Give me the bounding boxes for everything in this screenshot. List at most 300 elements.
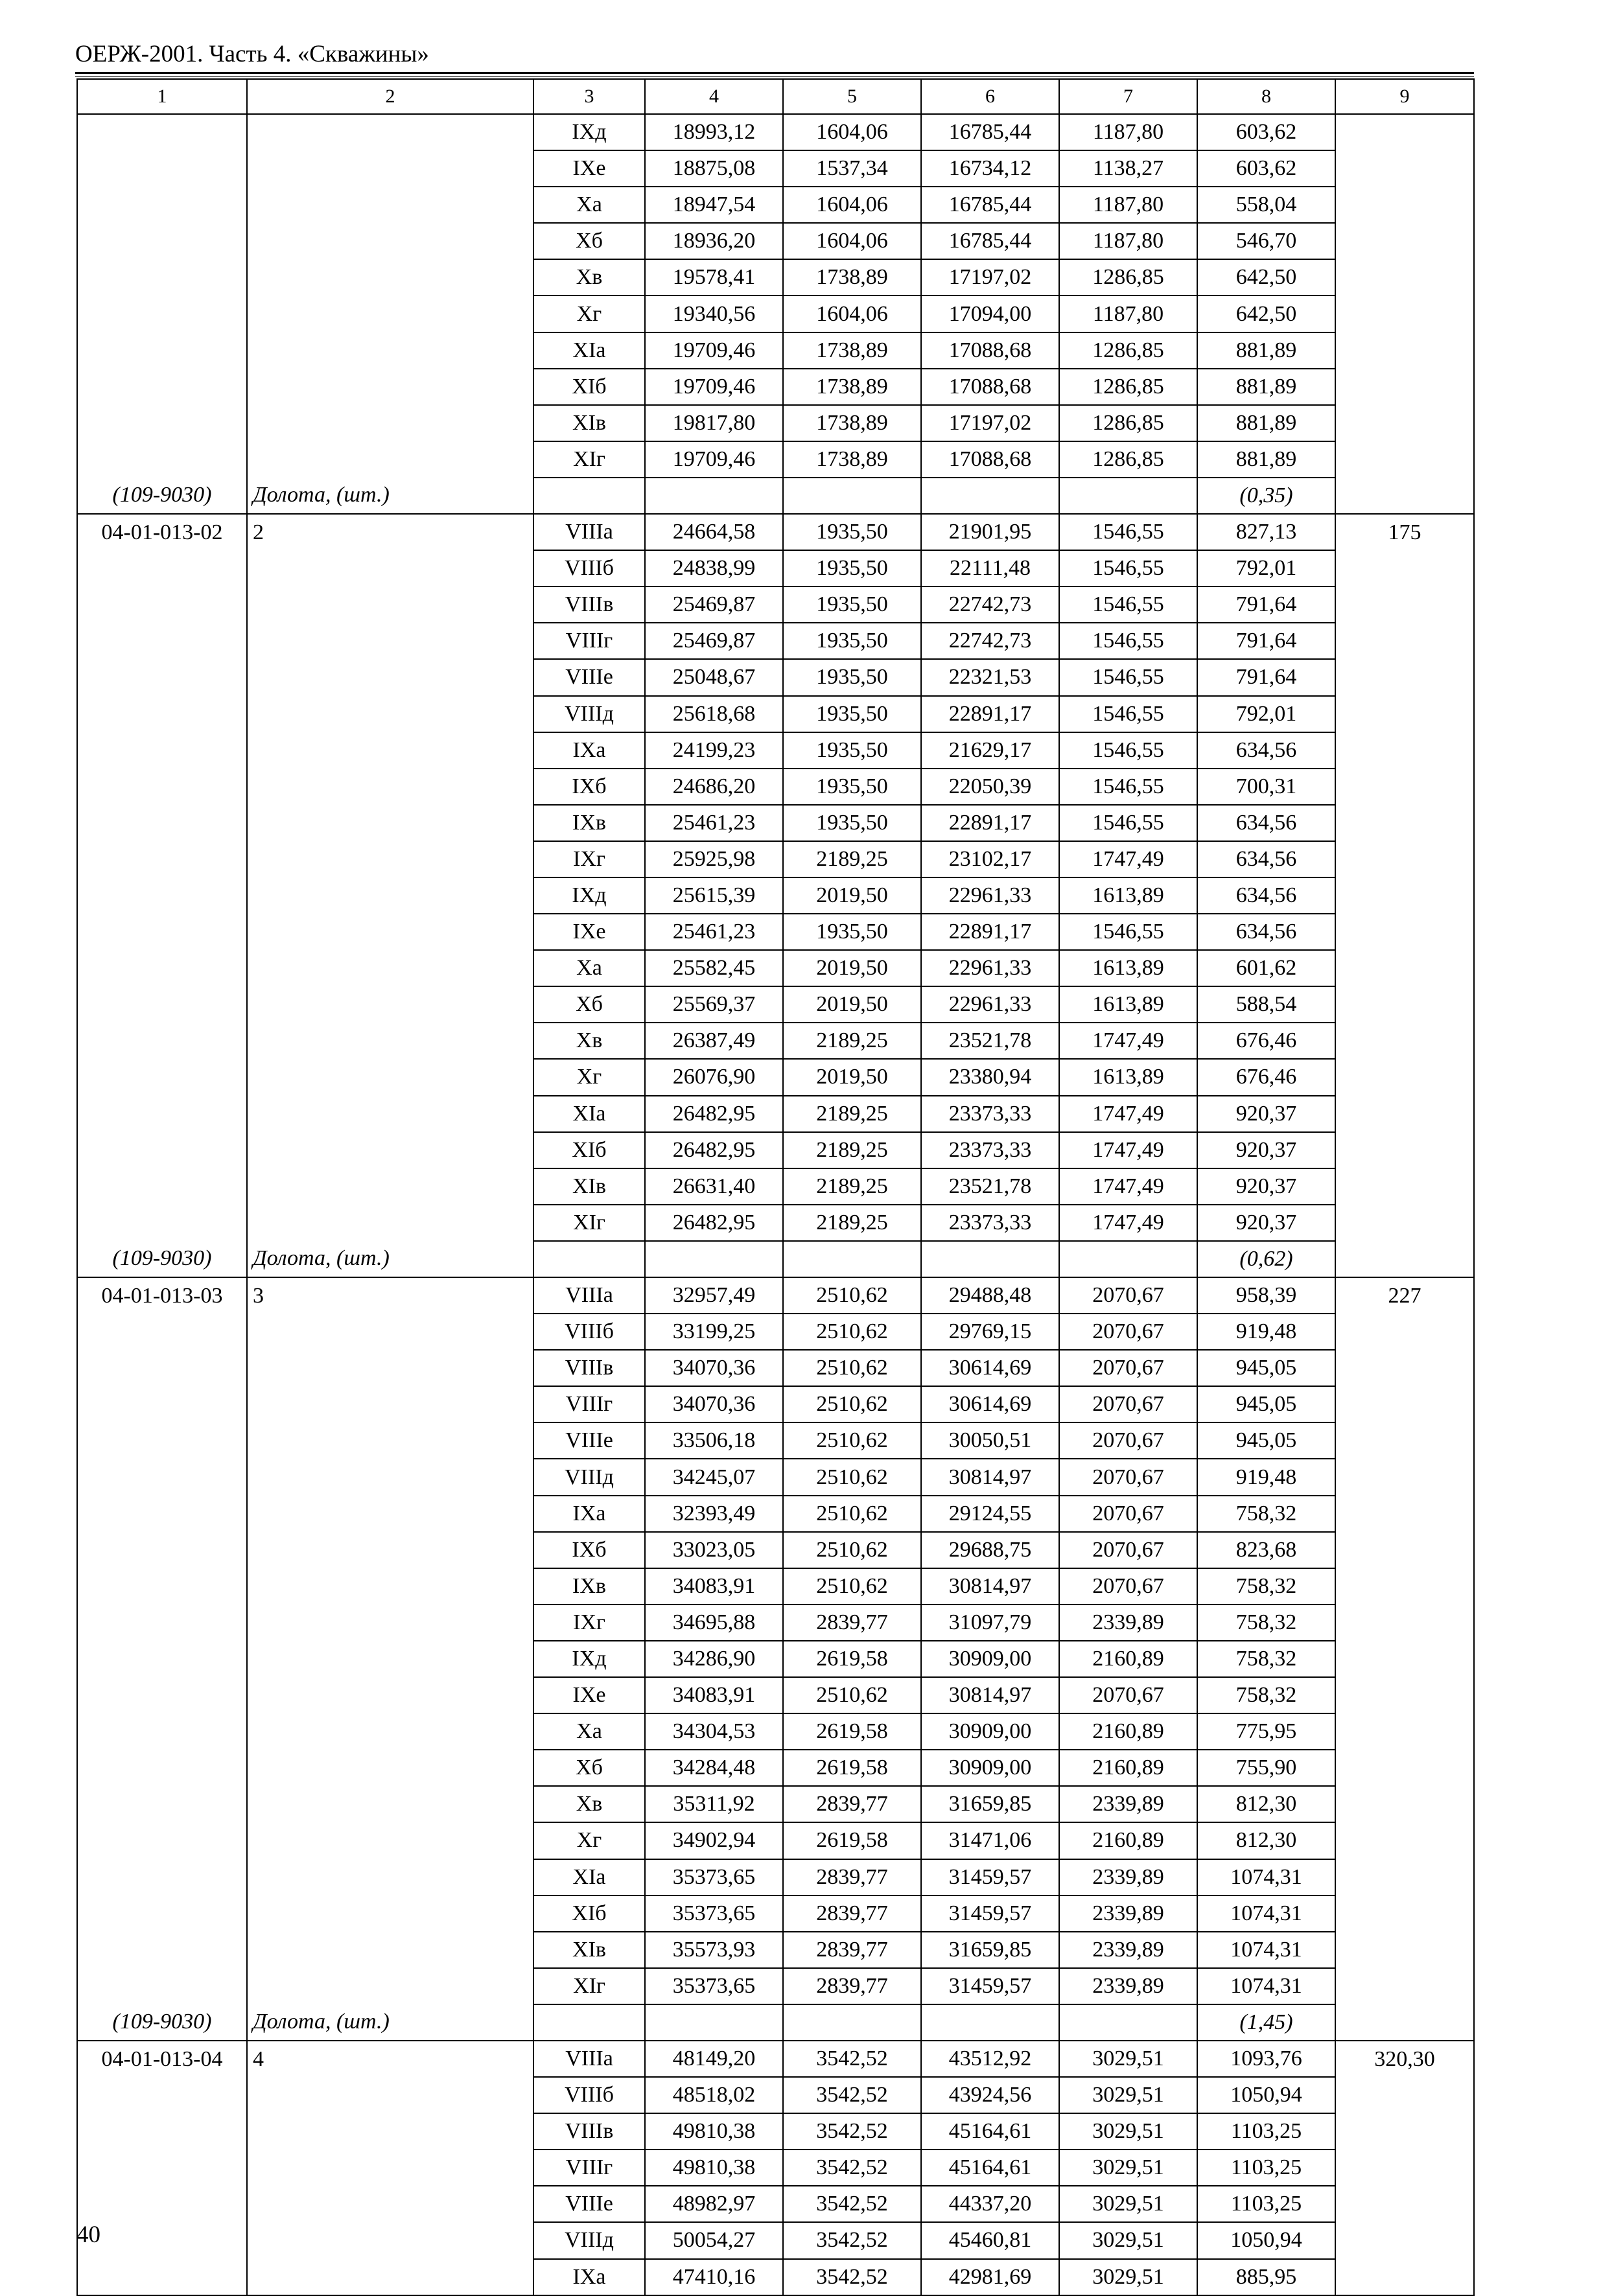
category-cell: Xа <box>533 1713 645 1750</box>
value-cell: 2339,89 <box>1059 1932 1197 1968</box>
rate-code-cell <box>77 1096 247 1132</box>
value-cell: 2339,89 <box>1059 1605 1197 1641</box>
value-cell: 2510,62 <box>783 1277 921 1314</box>
rate-name-cell <box>247 1750 533 1786</box>
table-row <box>77 1023 1474 1059</box>
value-cell: 25925,98 <box>645 841 783 877</box>
col9-cell <box>1335 1896 1474 1932</box>
table-body <box>77 114 1474 2295</box>
value-cell: 1286,85 <box>1059 441 1197 478</box>
bit-code-cell: (109-9030) <box>77 1241 247 1277</box>
value-cell: 1074,31 <box>1197 1932 1335 1968</box>
category-cell: VIIIб <box>533 1314 645 1350</box>
table-row <box>77 1786 1474 1822</box>
table-row <box>77 1459 1474 1495</box>
value-cell: 18993,12 <box>645 114 783 150</box>
value-cell: 3029,51 <box>1059 2077 1197 2113</box>
rate-code-cell <box>77 1023 247 1059</box>
table-row <box>77 1932 1474 1968</box>
category-cell: Xб <box>533 986 645 1023</box>
rate-name-cell <box>247 223 533 259</box>
value-cell: 45460,81 <box>921 2222 1059 2258</box>
value-cell: 17197,02 <box>921 259 1059 296</box>
column-header: 7 <box>1059 79 1197 114</box>
value-cell: 823,68 <box>1197 1532 1335 1568</box>
value-cell: 22961,33 <box>921 877 1059 914</box>
empty-cell <box>533 478 645 514</box>
value-cell: 2070,67 <box>1059 1459 1197 1495</box>
col9-cell <box>1335 1386 1474 1422</box>
col9-cell <box>1335 2077 1474 2113</box>
value-cell: 2189,25 <box>783 841 921 877</box>
value-cell: 34286,90 <box>645 1641 783 1677</box>
rate-code-cell <box>77 732 247 769</box>
value-cell: 24838,99 <box>645 550 783 586</box>
value-cell: 49810,38 <box>645 2150 783 2186</box>
rate-name-cell <box>247 586 533 623</box>
value-cell: 31471,06 <box>921 1822 1059 1859</box>
value-cell: 30050,51 <box>921 1422 1059 1459</box>
table-row <box>77 1822 1474 1859</box>
rate-name-cell <box>247 2259 533 2295</box>
rate-code-cell <box>77 841 247 877</box>
category-cell: XIв <box>533 405 645 441</box>
value-cell: 1103,25 <box>1197 2150 1335 2186</box>
value-cell: 885,95 <box>1197 2259 1335 2295</box>
col9-cell <box>1335 1713 1474 1750</box>
table-row <box>77 332 1474 369</box>
value-cell: 546,70 <box>1197 223 1335 259</box>
category-cell: IXд <box>533 114 645 150</box>
rate-name-cell: 4 <box>247 2041 533 2077</box>
category-cell: IXв <box>533 1568 645 1605</box>
col9-cell <box>1335 1314 1474 1350</box>
rate-code-cell <box>77 1568 247 1605</box>
value-cell: 23373,33 <box>921 1205 1059 1241</box>
value-cell: 2339,89 <box>1059 1859 1197 1896</box>
value-cell: 25615,39 <box>645 877 783 914</box>
rate-code-cell <box>77 550 247 586</box>
col9-cell <box>1335 550 1474 586</box>
table-row <box>77 1205 1474 1241</box>
rate-name-cell <box>247 2077 533 2113</box>
col9-cell <box>1335 1350 1474 1386</box>
value-cell: 2070,67 <box>1059 1386 1197 1422</box>
value-cell: 21629,17 <box>921 732 1059 769</box>
value-cell: 881,89 <box>1197 369 1335 405</box>
bit-qty-cell: (0,35) <box>1197 478 1335 514</box>
value-cell: 3542,52 <box>783 2077 921 2113</box>
value-cell: 1613,89 <box>1059 950 1197 986</box>
rate-name-cell <box>247 914 533 950</box>
value-cell: 1074,31 <box>1197 1896 1335 1932</box>
value-cell: 1747,49 <box>1059 1168 1197 1205</box>
col9-cell <box>1335 296 1474 332</box>
value-cell: 30909,00 <box>921 1750 1059 1786</box>
rate-code-cell <box>77 2113 247 2150</box>
col9-cell: 227 <box>1335 1277 1474 1314</box>
value-cell: 23373,33 <box>921 1132 1059 1168</box>
col9-cell <box>1335 150 1474 187</box>
value-cell: 30909,00 <box>921 1641 1059 1677</box>
value-cell: 775,95 <box>1197 1713 1335 1750</box>
table-row <box>77 114 1474 150</box>
category-cell: Xб <box>533 223 645 259</box>
table-row <box>77 659 1474 695</box>
value-cell: 19340,56 <box>645 296 783 332</box>
rate-code-cell <box>77 405 247 441</box>
table-row <box>77 1568 1474 1605</box>
rate-name-cell <box>247 2113 533 2150</box>
rate-code-cell <box>77 1132 247 1168</box>
category-cell: Xг <box>533 1059 645 1095</box>
col9-cell <box>1335 877 1474 914</box>
rate-name-cell <box>247 1096 533 1132</box>
empty-cell <box>921 1241 1059 1277</box>
category-cell: VIIIд <box>533 1459 645 1495</box>
rate-code-cell <box>77 986 247 1023</box>
table-row <box>77 586 1474 623</box>
value-cell: 1187,80 <box>1059 296 1197 332</box>
category-cell: Xв <box>533 259 645 296</box>
value-cell: 792,01 <box>1197 696 1335 732</box>
table-row <box>77 1641 1474 1677</box>
value-cell: 1546,55 <box>1059 514 1197 550</box>
rate-name-cell <box>247 2150 533 2186</box>
col9-cell <box>1335 1822 1474 1859</box>
rate-name-cell <box>247 369 533 405</box>
col9-cell <box>1335 986 1474 1023</box>
rate-name-cell <box>247 405 533 441</box>
value-cell: 47410,16 <box>645 2259 783 2295</box>
bit-name-cell: Долота, (шт.) <box>247 2004 533 2041</box>
rate-name-cell <box>247 114 533 150</box>
table-row <box>77 441 1474 478</box>
value-cell: 2510,62 <box>783 1314 921 1350</box>
col9-cell <box>1335 696 1474 732</box>
value-cell: 2070,67 <box>1059 1568 1197 1605</box>
table-row <box>77 550 1474 586</box>
value-cell: 19578,41 <box>645 259 783 296</box>
value-cell: 31459,57 <box>921 1859 1059 1896</box>
value-cell: 48149,20 <box>645 2041 783 2077</box>
col9-cell <box>1335 805 1474 841</box>
rate-code-cell <box>77 696 247 732</box>
value-cell: 1935,50 <box>783 914 921 950</box>
col9-cell <box>1335 1677 1474 1713</box>
category-cell: VIIIа <box>533 514 645 550</box>
value-cell: 22742,73 <box>921 623 1059 659</box>
value-cell: 16785,44 <box>921 223 1059 259</box>
rate-name-cell <box>247 1641 533 1677</box>
category-cell: XIа <box>533 1096 645 1132</box>
value-cell: 1074,31 <box>1197 1968 1335 2004</box>
rate-name-cell <box>247 1896 533 1932</box>
table-row <box>77 1859 1474 1896</box>
rate-code-cell <box>77 114 247 150</box>
rate-name-cell <box>247 441 533 478</box>
category-cell: XIа <box>533 332 645 369</box>
col9-cell <box>1335 1205 1474 1241</box>
value-cell: 48518,02 <box>645 2077 783 2113</box>
category-cell: VIIIв <box>533 1350 645 1386</box>
table-row <box>77 514 1474 550</box>
value-cell: 2160,89 <box>1059 1822 1197 1859</box>
value-cell: 26482,95 <box>645 1096 783 1132</box>
value-cell: 3029,51 <box>1059 2259 1197 2295</box>
value-cell: 1546,55 <box>1059 769 1197 805</box>
value-cell: 2189,25 <box>783 1132 921 1168</box>
col9-cell <box>1335 1096 1474 1132</box>
bit-name-cell: Долота, (шт.) <box>247 1241 533 1277</box>
rate-name-cell <box>247 2222 533 2258</box>
category-cell: VIIIв <box>533 2113 645 2150</box>
value-cell: 1286,85 <box>1059 369 1197 405</box>
value-cell: 30814,97 <box>921 1459 1059 1495</box>
category-cell: XIб <box>533 1132 645 1168</box>
column-header: 4 <box>645 79 783 114</box>
value-cell: 2510,62 <box>783 1350 921 1386</box>
value-cell: 26387,49 <box>645 1023 783 1059</box>
value-cell: 24686,20 <box>645 769 783 805</box>
value-cell: 1187,80 <box>1059 114 1197 150</box>
rate-code-cell: 04-01-013-03 <box>77 1277 247 1314</box>
value-cell: 43512,92 <box>921 2041 1059 2077</box>
value-cell: 16785,44 <box>921 114 1059 150</box>
table-row <box>77 1059 1474 1095</box>
value-cell: 676,46 <box>1197 1023 1335 1059</box>
rate-code-cell <box>77 805 247 841</box>
value-cell: 1050,94 <box>1197 2077 1335 2113</box>
value-cell: 31459,57 <box>921 1968 1059 2004</box>
table-row <box>77 1350 1474 1386</box>
value-cell: 1935,50 <box>783 550 921 586</box>
value-cell: 2160,89 <box>1059 1641 1197 1677</box>
value-cell: 1546,55 <box>1059 805 1197 841</box>
value-cell: 2070,67 <box>1059 1277 1197 1314</box>
value-cell: 34695,88 <box>645 1605 783 1641</box>
bit-name-cell: Долота, (шт.) <box>247 478 533 514</box>
col9-cell <box>1335 1459 1474 1495</box>
value-cell: 19817,80 <box>645 405 783 441</box>
bit-code-cell: (109-9030) <box>77 478 247 514</box>
rate-code-cell <box>77 332 247 369</box>
value-cell: 48982,97 <box>645 2186 783 2222</box>
column-header: 9 <box>1335 79 1474 114</box>
rate-name-cell <box>247 1205 533 1241</box>
value-cell: 22742,73 <box>921 586 1059 623</box>
value-cell: 676,46 <box>1197 1059 1335 1095</box>
category-cell: VIIIа <box>533 1277 645 1314</box>
rate-code-cell <box>77 1422 247 1459</box>
value-cell: 881,89 <box>1197 441 1335 478</box>
empty-cell <box>1059 1241 1197 1277</box>
rate-code-cell <box>77 914 247 950</box>
rate-name-cell <box>247 950 533 986</box>
rate-code-cell <box>77 1168 247 1205</box>
value-cell: 2619,58 <box>783 1641 921 1677</box>
value-cell: 30614,69 <box>921 1350 1059 1386</box>
table-row <box>77 696 1474 732</box>
col9-cell <box>1335 1568 1474 1605</box>
table-row <box>77 2222 1474 2258</box>
value-cell: 3029,51 <box>1059 2041 1197 2077</box>
value-cell: 1935,50 <box>783 586 921 623</box>
col9-cell <box>1335 623 1474 659</box>
value-cell: 1103,25 <box>1197 2113 1335 2150</box>
table-row <box>77 1386 1474 1422</box>
category-cell: VIIIд <box>533 696 645 732</box>
value-cell: 3029,51 <box>1059 2222 1197 2258</box>
table-row <box>77 1168 1474 1205</box>
table-row <box>77 1713 1474 1750</box>
value-cell: 34284,48 <box>645 1750 783 1786</box>
empty-cell <box>921 2004 1059 2041</box>
value-cell: 1747,49 <box>1059 1023 1197 1059</box>
rate-code-cell <box>77 2186 247 2222</box>
value-cell: 34304,53 <box>645 1713 783 1750</box>
empty-cell <box>645 478 783 514</box>
table-row <box>77 950 1474 986</box>
table-row <box>77 2041 1474 2077</box>
table-row <box>77 1605 1474 1641</box>
rate-name-cell <box>247 1168 533 1205</box>
category-cell: Xг <box>533 296 645 332</box>
table-row <box>77 1277 1474 1314</box>
value-cell: 634,56 <box>1197 914 1335 950</box>
table-row <box>77 914 1474 950</box>
rate-code-cell <box>77 1641 247 1677</box>
table-row <box>77 405 1474 441</box>
column-number-row <box>77 79 1474 114</box>
rate-name-cell <box>247 877 533 914</box>
value-cell: 42981,69 <box>921 2259 1059 2295</box>
value-cell: 2839,77 <box>783 1932 921 1968</box>
col9-cell <box>1335 2150 1474 2186</box>
category-cell: IXб <box>533 1532 645 1568</box>
value-cell: 791,64 <box>1197 659 1335 695</box>
category-cell: IXе <box>533 150 645 187</box>
category-cell: XIг <box>533 441 645 478</box>
table-row <box>77 2150 1474 2186</box>
value-cell: 29488,48 <box>921 1277 1059 1314</box>
value-cell: 24199,23 <box>645 732 783 769</box>
value-cell: 700,31 <box>1197 769 1335 805</box>
value-cell: 22891,17 <box>921 805 1059 841</box>
rate-name-cell <box>247 841 533 877</box>
value-cell: 17088,68 <box>921 332 1059 369</box>
value-cell: 2839,77 <box>783 1968 921 2004</box>
category-cell: VIIIг <box>533 2150 645 2186</box>
header-rule <box>75 72 1474 77</box>
value-cell: 29769,15 <box>921 1314 1059 1350</box>
empty-cell <box>1059 2004 1197 2041</box>
value-cell: 23102,17 <box>921 841 1059 877</box>
value-cell: 25569,37 <box>645 986 783 1023</box>
value-cell: 1546,55 <box>1059 914 1197 950</box>
col9-cell <box>1335 732 1474 769</box>
value-cell: 35373,65 <box>645 1968 783 2004</box>
rate-name-cell <box>247 2186 533 2222</box>
value-cell: 2070,67 <box>1059 1350 1197 1386</box>
value-cell: 1935,50 <box>783 696 921 732</box>
empty-cell <box>783 2004 921 2041</box>
value-cell: 44337,20 <box>921 2186 1059 2222</box>
value-cell: 23380,94 <box>921 1059 1059 1095</box>
rate-name-cell <box>247 696 533 732</box>
table-row <box>77 805 1474 841</box>
value-cell: 1074,31 <box>1197 1859 1335 1896</box>
value-cell: 920,37 <box>1197 1205 1335 1241</box>
value-cell: 2019,50 <box>783 877 921 914</box>
col9-cell <box>1335 1932 1474 1968</box>
rate-name-cell <box>247 659 533 695</box>
value-cell: 812,30 <box>1197 1786 1335 1822</box>
category-cell: XIв <box>533 1932 645 1968</box>
value-cell: 1286,85 <box>1059 332 1197 369</box>
rate-code-cell <box>77 1386 247 1422</box>
bit-qty-cell: (1,45) <box>1197 2004 1335 2041</box>
category-cell: VIIIб <box>533 550 645 586</box>
value-cell: 30909,00 <box>921 1713 1059 1750</box>
value-cell: 3029,51 <box>1059 2150 1197 2186</box>
col9-cell: 320,30 <box>1335 2041 1474 2077</box>
value-cell: 758,32 <box>1197 1496 1335 1532</box>
empty-cell <box>1335 2004 1474 2041</box>
value-cell: 25582,45 <box>645 950 783 986</box>
value-cell: 2839,77 <box>783 1896 921 1932</box>
col9-cell <box>1335 223 1474 259</box>
value-cell: 1935,50 <box>783 769 921 805</box>
empty-cell <box>783 478 921 514</box>
rate-code-cell <box>77 150 247 187</box>
empty-cell <box>1335 1241 1474 1277</box>
rate-code-cell <box>77 2259 247 2295</box>
value-cell: 1935,50 <box>783 659 921 695</box>
value-cell: 30814,97 <box>921 1568 1059 1605</box>
value-cell: 32957,49 <box>645 1277 783 1314</box>
col9-cell <box>1335 1750 1474 1786</box>
value-cell: 2160,89 <box>1059 1750 1197 1786</box>
column-header: 8 <box>1197 79 1335 114</box>
value-cell: 3542,52 <box>783 2041 921 2077</box>
rate-code-cell <box>77 1750 247 1786</box>
category-cell: XIг <box>533 1205 645 1241</box>
value-cell: 22891,17 <box>921 696 1059 732</box>
bit-code-cell: (109-9030) <box>77 2004 247 2041</box>
value-cell: 2839,77 <box>783 1786 921 1822</box>
value-cell: 1546,55 <box>1059 623 1197 659</box>
rate-name-cell <box>247 296 533 332</box>
value-cell: 25469,87 <box>645 586 783 623</box>
category-cell: VIIIг <box>533 623 645 659</box>
value-cell: 22961,33 <box>921 950 1059 986</box>
rate-code-cell <box>77 586 247 623</box>
value-cell: 1286,85 <box>1059 405 1197 441</box>
rate-code-cell <box>77 223 247 259</box>
category-cell: Xа <box>533 187 645 223</box>
value-cell: 22050,39 <box>921 769 1059 805</box>
value-cell: 558,04 <box>1197 187 1335 223</box>
value-cell: 2619,58 <box>783 1822 921 1859</box>
table-row <box>77 841 1474 877</box>
value-cell: 1546,55 <box>1059 696 1197 732</box>
value-cell: 50054,27 <box>645 2222 783 2258</box>
col9-cell: 175 <box>1335 514 1474 550</box>
value-cell: 1187,80 <box>1059 223 1197 259</box>
rate-name-cell <box>247 1422 533 1459</box>
value-cell: 32393,49 <box>645 1496 783 1532</box>
